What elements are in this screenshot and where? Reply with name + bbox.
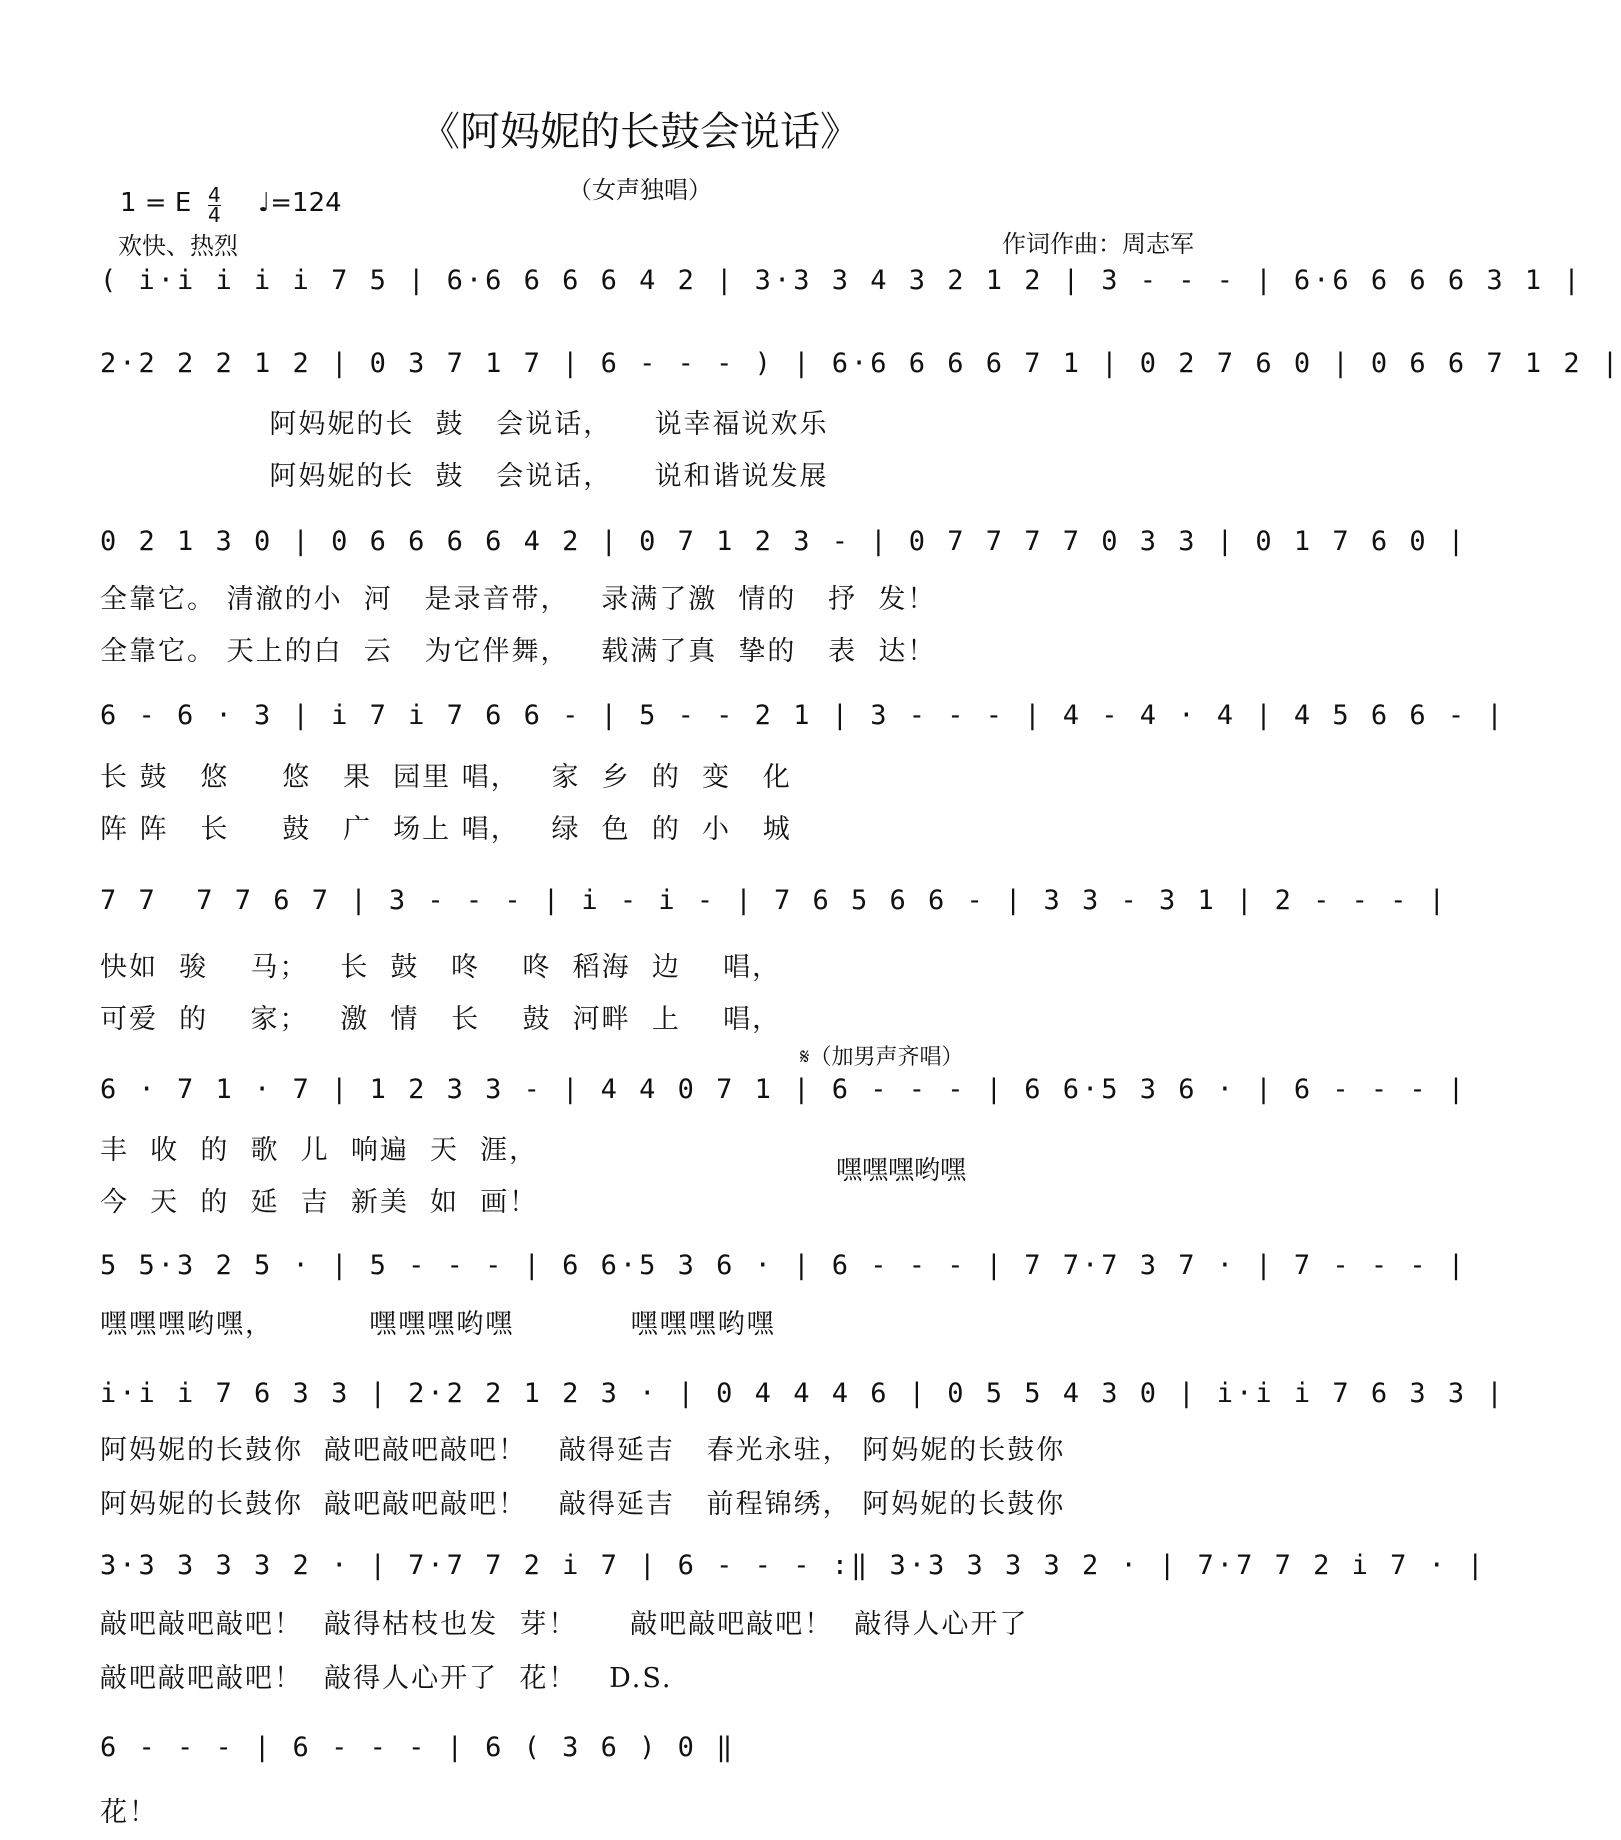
score-system-2 (100, 338, 1621, 398)
score-system-4 (100, 690, 1506, 750)
lyric-verse-1: 全靠它。 清澈的小 河 是录音带， 录满了激 情的 抒 发！ (100, 584, 937, 615)
tempo-mark: ♩=124 (258, 188, 342, 218)
score-system-8 (100, 1368, 1506, 1428)
heihei-lyric: 嘿嘿嘿哟嘿 (836, 1156, 967, 1186)
score-system-5 (100, 875, 1448, 935)
score-system-10 (100, 1722, 1220, 1782)
time-sig-top: 4 (208, 183, 221, 207)
notation-line: 5 5·3 2 5 · | 5 - - - | 6 6·5 3 6 · | 6 - - - | 7 7·7 3 7 · | 7 - - - | (100, 1250, 1468, 1281)
notation-line: 7 7 7 7 6 7 | 3 - - - | i - i - | 7 6 5 6 6 - | 3 3 - 3 1 | 2 - - - | (100, 885, 1448, 916)
notation-line: 6 - 6 · 3 | i 7 i 7 6 6 - | 5 - - 2 1 | 3 - - - | 4 - 4 · 4 | 4 5 6 6 - | (100, 700, 1506, 731)
notation-line: 6 · 7 1 · 7 | 1 2 3 3 - | 4 4 0 7 1 | 6 - - - | 6 6·5 3 6 · | 6 - - - | (100, 1074, 1468, 1105)
lyric-verse-1: 花！ (100, 1797, 158, 1828)
score-system-6 (100, 1064, 1468, 1124)
song-title: 《阿妈妮的长鼓会说话》 (420, 109, 860, 155)
segno-annotation: 𝄋（加男声齐唱） (800, 1045, 964, 1070)
lyric-verse-2: 阵 阵 长 鼓 广 场上 唱， 绿 色 的 小 城 (100, 814, 792, 845)
lyric-verse-2: 敲吧敲吧敲吧！ 敲得人心开了 花！ D.S. (100, 1663, 673, 1694)
lyric-verse-1: 长 鼓 悠 悠 果 园里 唱， 家 乡 的 变 化 (100, 762, 792, 793)
lyric-verse-1: 丰 收 的 歌 儿 响遍 天 涯， (100, 1135, 539, 1166)
notation-line: 2·2 2 2 1 2 | 0 3 7 1 7 | 6 - - - ) | 6·6 6 6 6 7 1 | 0 2 7 6 0 | 0 6 6 7 1 2 | (100, 348, 1621, 379)
lyric-verse-1: 敲吧敲吧敲吧！ 敲得枯枝也发 芽！ 敲吧敲吧敲吧！ 敲得人心开了 (100, 1609, 1029, 1640)
notation-line: i·i i 7 6 3 3 | 2·2 2 1 2 3 · | 0 4 4 4 6 | 0 5 5 4 3 0 | i·i i 7 6 3 3 | (100, 1378, 1506, 1409)
time-sig-bottom: 4 (208, 203, 221, 227)
composer-credit: 作词作曲：周志军 (1002, 230, 1194, 258)
notation-line: 6 - - - | 6 - - - | 6 ( 3 6 ) 0 ‖ (100, 1732, 736, 1763)
lyric-verse-2: 阿妈妮的长鼓你 敲吧敲吧敲吧！ 敲得延吉 前程锦绣， 阿妈妮的长鼓你 (100, 1489, 1066, 1520)
time-signature (208, 183, 221, 227)
song-subtitle: （女声独唱） (568, 176, 712, 204)
tempo-label: 欢快、热烈 (118, 232, 238, 260)
lyric-verse-1: 快如 骏 马； 长 鼓 咚 咚 稻海 边 唱， (100, 952, 782, 983)
lyric-verse-1: 阿妈妮的长 鼓 会说话， 说幸福说欢乐 (100, 409, 829, 440)
score-system-1 (100, 255, 1583, 315)
lyric-verse-2: 今 天 的 延 吉 新美 如 画！ (100, 1187, 539, 1218)
notation-line: 3·3 3 3 3 2 · | 7·7 7 2 i 7 | 6 - - - :‖ 3·3 3 3 3 2 · | 7·7 7 2 i 7 · | (100, 1550, 1487, 1581)
notation-line: ( i·i i i i 7 5 | 6·6 6 6 6 4 2 | 3·3 3 4 3 2 1 2 | 3 - - - | 6·6 6 6 6 3 1 | (100, 265, 1583, 296)
lyric-verse-2: 全靠它。 天上的白 云 为它伴舞， 载满了真 挚的 表 达！ (100, 636, 937, 667)
score-system-9 (100, 1540, 1487, 1600)
lyric-verse-1: 嘿嘿嘿哟嘿， 嘿嘿嘿哟嘿 嘿嘿嘿哟嘿 (100, 1309, 776, 1340)
lyric-verse-2: 阿妈妮的长 鼓 会说话， 说和谐说发展 (100, 461, 829, 492)
score-system-3 (100, 516, 1468, 576)
score-system-7 (100, 1240, 1468, 1300)
lyric-verse-1: 阿妈妮的长鼓你 敲吧敲吧敲吧！ 敲得延吉 春光永驻， 阿妈妮的长鼓你 (100, 1435, 1066, 1466)
notation-line: 0 2 1 3 0 | 0 6 6 6 6 4 2 | 0 7 1 2 3 - | 0 7 7 7 7 0 3 3 | 0 1 7 6 0 | (100, 526, 1468, 557)
key-signature: 1 = E (120, 188, 192, 218)
lyric-verse-2: 可爱 的 家； 激 情 长 鼓 河畔 上 唱， (100, 1004, 782, 1035)
